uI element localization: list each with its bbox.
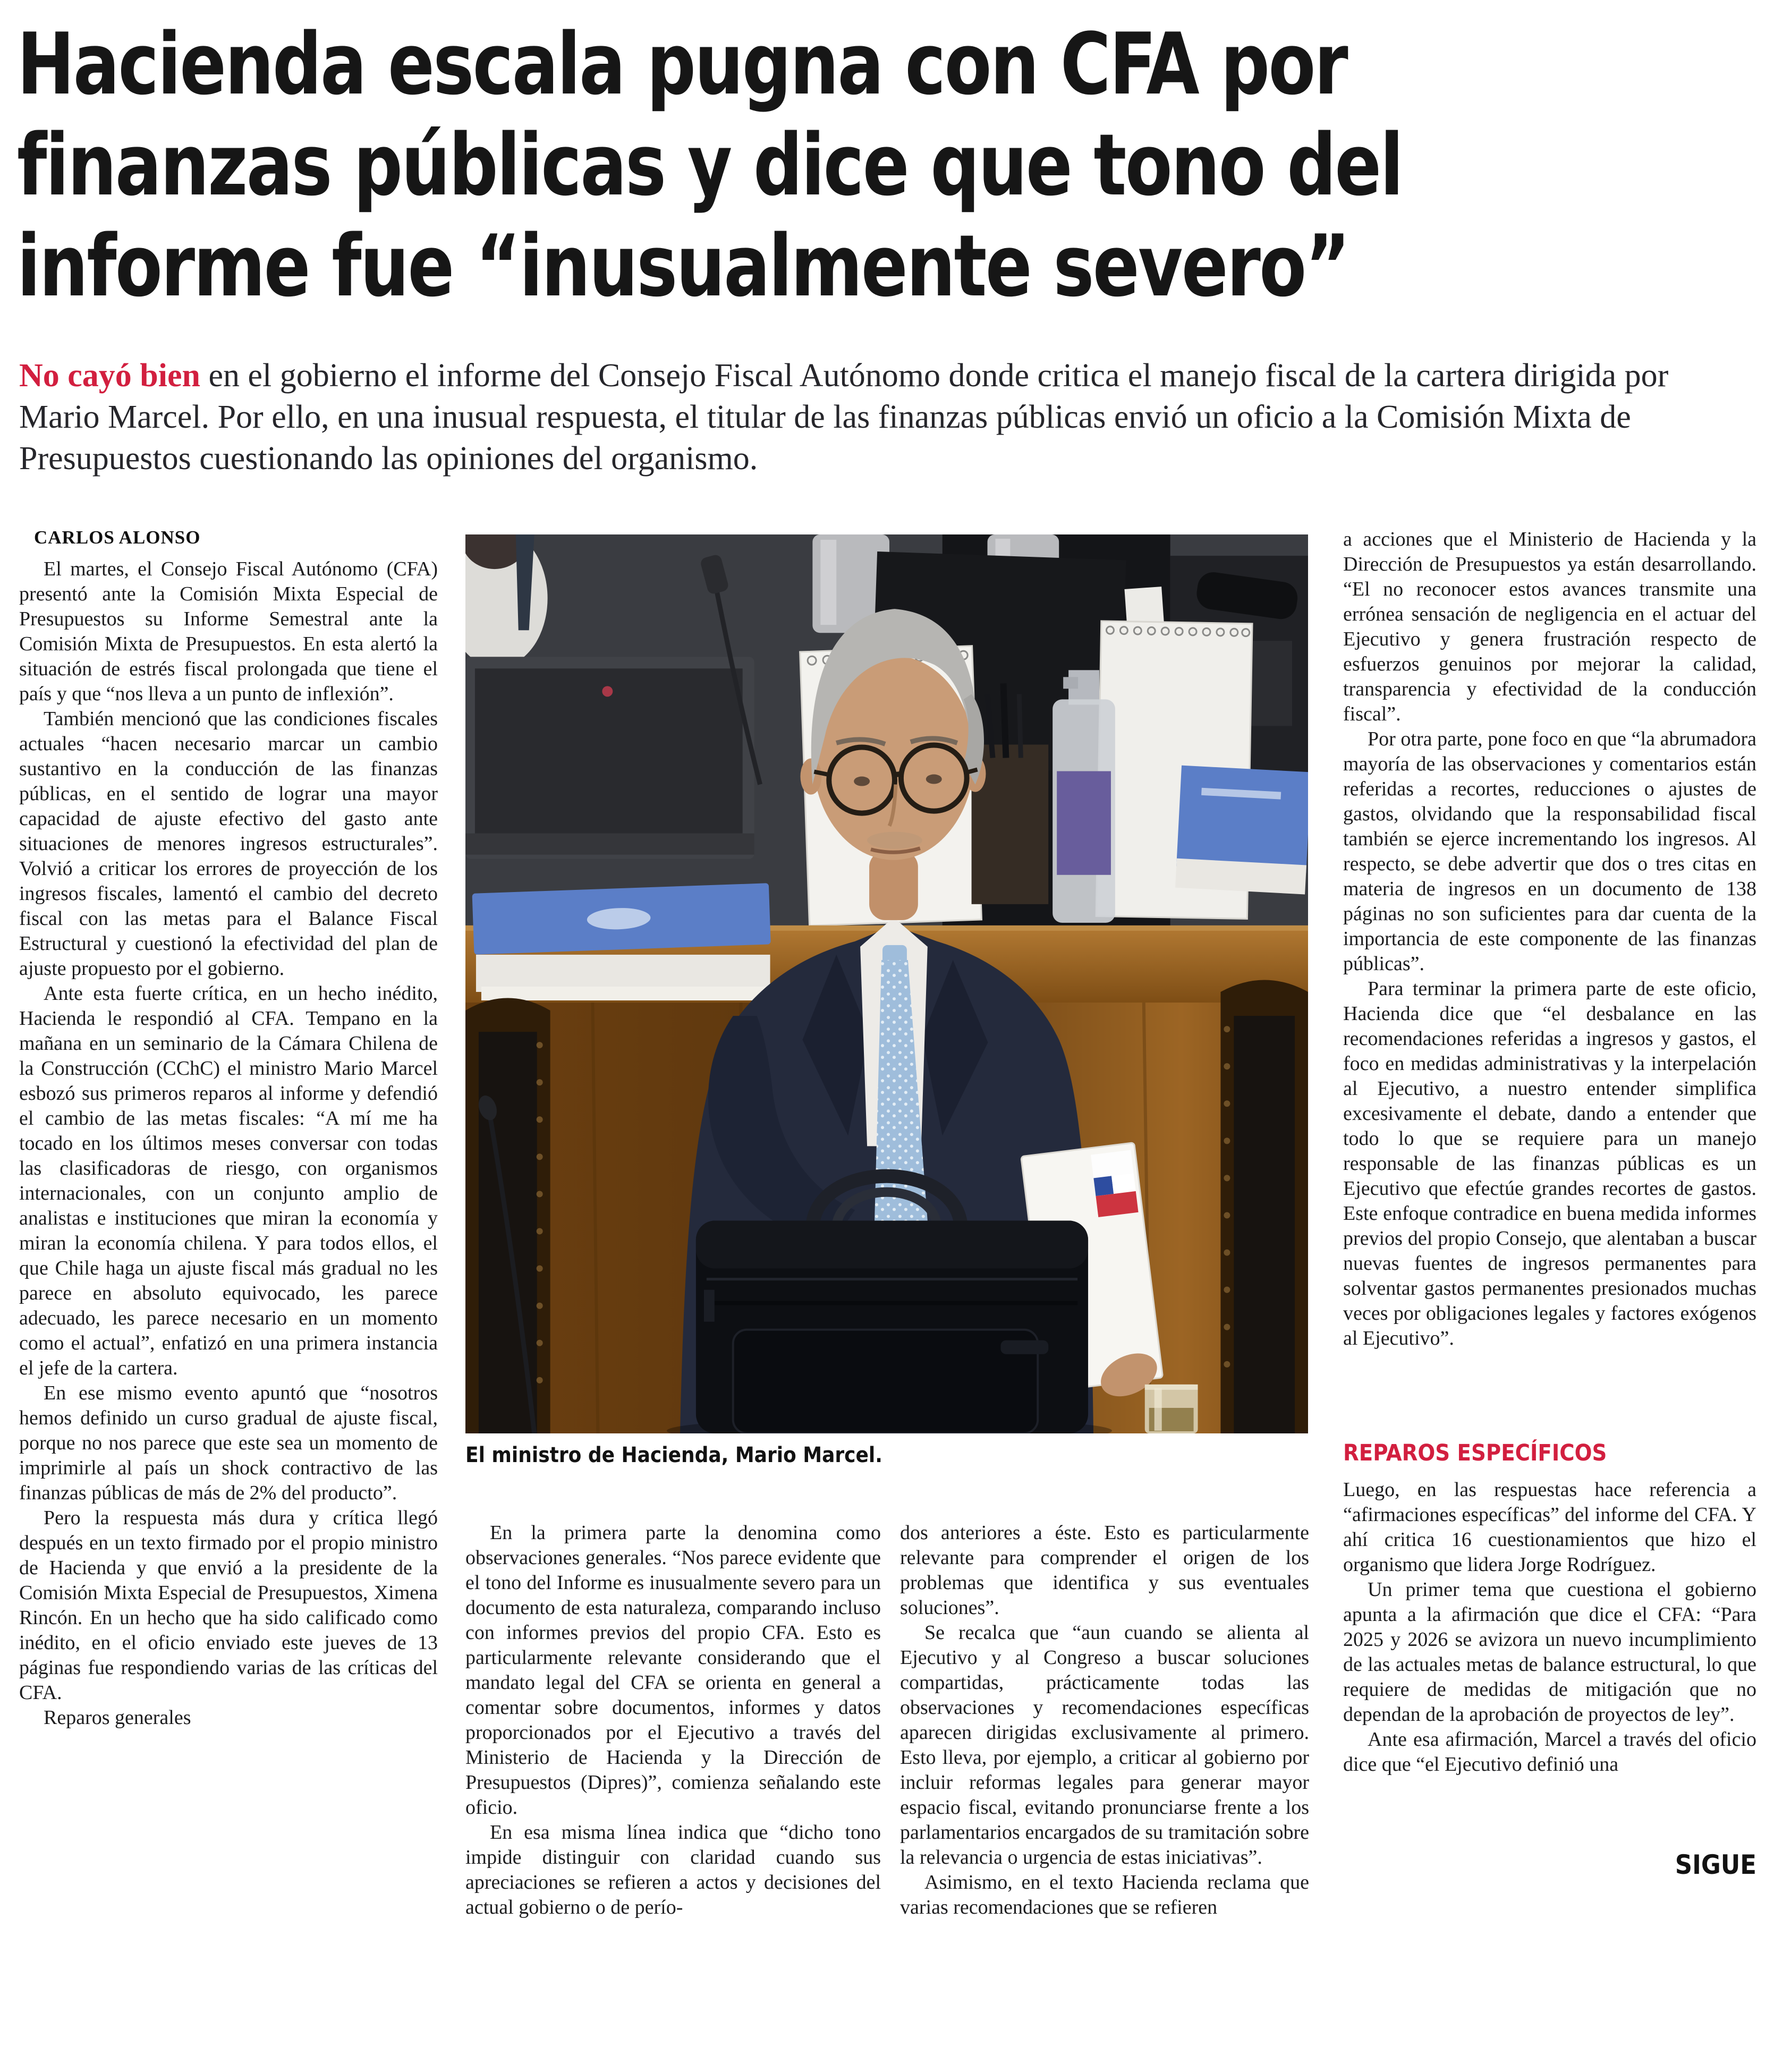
paragraph: dos anteriores a éste. Esto es particularmente relevante para comprender el origen de los problemas que identifica y sus eventuales soluciones”.: [900, 1522, 1309, 1619]
column-4-top: [1343, 527, 1756, 1351]
column-3: [900, 1521, 1309, 1920]
headline: [17, 14, 1770, 317]
paragraph: En ese mismo evento apuntó que “nosotros hemos definido un curso gradual de ajuste fiscal, porque no nos parece que este sea un momento de imprimirle al país un shock contractivo de las finanzas públicas de más de 2% del producto”.: [19, 1382, 438, 1504]
paragraph: En esa misma línea indica que “dicho tono impide distinguir con claridad cuando sus apreciaciones se refieren a actos y decisiones del actual gobierno o de perío-: [465, 1821, 881, 1918]
blue-documents-right: [1175, 766, 1308, 895]
headline-line: Hacienda escala pugna con CFA por: [17, 14, 1347, 114]
lede-lead-in: No cayó bien: [19, 358, 200, 394]
photo-illustration: [465, 534, 1308, 1433]
section-header-reparos-especificos: REPAROS ESPECÍFICOS: [1343, 1440, 1607, 1466]
paragraph: Para terminar la primera parte de este oficio, Hacienda dice que “el desbalance en las recomendaciones referidas a ingresos y gastos, el foco en medidas administrativas y la interpelación al Ejecutivo, a nuestro entender simplifica excesivamente el debate, dando a entender que todo lo que se requiere para un manejo responsable de las finanzas públicas es un Ejecutivo que efectúe grandes recortes de gastos. Este enfoque contradice en buena medida informes previos del propio Consejo, que alentaban a buscar nuevas fuentes de ingresos permanentes para solventar gastos permanentes presionados muchas veces por obligaciones legales y factores exógenos al Ejecutivo”.: [1343, 978, 1756, 1349]
paragraph: También mencionó que las condiciones fiscales actuales “hacen necesario marcar un cambio sustantivo en la conducción de las finanzas públicas, en el sentido de lograr una mayor capacidad de ajuste efectivo del gasto ante situaciones de menores ingresos estructurales”. Volvió a criticar los errores de proyección de los ingresos fiscales, lamentó el cambio del decreto fiscal con las metas para el Balance Fiscal Estructural y cuestionó la efectividad del plan de ajuste propuesto por el gobierno.: [19, 708, 438, 980]
paragraph: Pero la respuesta más dura y crítica llegó después en un texto firmado por el propio ministro de Hacienda y que envió a la presidente de la Comisión Mixta Especial de Presupuestos, Ximena Rincón. En un hecho que ha sido calificado como inédito, en el oficio enviado este jueves de 13 páginas fue respondiendo varias de las críticas del CFA.: [19, 1507, 438, 1704]
paragraph: El martes, el Consejo Fiscal Autónomo (CFA) presentó ante la Comisión Mixta Especial de Presupuestos su Informe Semestral ante la Comisión Mixta de Presupuestos. En esta alertó la situación de estrés fiscal prolongada que tiene el país y que “nos lleva a un punto de inflexión”.: [19, 558, 438, 705]
paragraph: Ante esa afirmación, Marcel a través del oficio dice que “el Ejecutivo definió una: [1343, 1728, 1756, 1776]
paragraph: En la primera parte la denomina como observaciones generales. “Nos parece evidente que el tono del Informe es inusualmente severo para un documento de esta naturaleza, comparando incluso con informes previos del propio CFA. Esto es particularmente relevante considerando que el mandato legal del CFA se orienta en general a comentar sobre documentos, informes y datos proporcionados por el Ejecutivo a través del Ministerio de Hacienda y la Dirección de Presupuestos (Dipres)”, comienza señalando este oficio.: [465, 1522, 881, 1819]
lede-text: en el gobierno el informe del Consejo Fiscal Autónomo donde critica el manejo fiscal de la cartera dirigida por Mario Marcel. Por ello, en una inusual respuesta, el titular de las finanzas públicas envió un oficio a la Comisión Mixta de Presupuestos cuestionando las opiniones del organismo.: [19, 358, 1669, 477]
blue-documents-left: [472, 883, 771, 1000]
column-2: [465, 1521, 881, 1920]
continuation-label: SIGUE: [1675, 1849, 1756, 1880]
paragraph: a acciones que el Ministerio de Hacienda y la Dirección de Presupuestos ya están desarrollando. “El no reconocer estos avances transmite una errónea sensación de negligencia en el actuar del Ejecutivo y genera frustración respecto de esfuerzos genuinos por mejorar la calidad, transparencia y efectividad de la conducción fiscal”.: [1343, 528, 1756, 725]
article-photo: [465, 534, 1308, 1433]
column-1: [19, 557, 438, 1730]
paragraph: Se recalca que “aun cuando se alienta al Ejecutivo y al Congreso a buscar soluciones compartidas, prácticamente todas las observaciones y recomendaciones específicas aparecen dirigidas exclusivamente al primero. Esto lleva, por ejemplo, a criticar al gobierno por incluir reformas legales para generar mayor espacio fiscal, evitando pronunciarse frente a los parlamentarios encargados de su tramitación sobre la relevancia o urgencia de estas iniciativas”.: [900, 1621, 1309, 1869]
paragraph: Por otra parte, pone foco en que “la abrumadora mayoría de las observaciones y comentarios están referidas a recortes, reducciones o ajustes de gastos, olvidando que la responsabilidad fiscal también se ejerce incrementando los ingresos. Al respecto, se debe advertir que dos o tres citas en materia de ingresos en un documento de 138 páginas no son suficientes para dar cuenta de la importancia de este componente de las finanzas públicas”.: [1343, 728, 1756, 975]
neck: [869, 851, 918, 920]
byline: CARLOS ALONSO: [34, 527, 201, 548]
paragraph: Reparos generales: [44, 1706, 191, 1729]
sanitizer-bottle: [1052, 670, 1115, 923]
photo-caption: El ministro de Hacienda, Mario Marcel.: [465, 1443, 882, 1467]
headline-line: finanzas públicas y dice que tono del: [17, 115, 1403, 215]
paragraph: Luego, en las respuestas hace referencia a “afirmaciones específicas” del informe del CFA. Y ahí critica 16 cuestionamientos que hizo el organismo que lidera Jorge Rodríguez.: [1343, 1479, 1756, 1576]
column-4-bottom: [1343, 1477, 1756, 1777]
chile-flag-icon: [1093, 1176, 1114, 1196]
paragraph: Un primer tema que cuestiona el gobierno apunta a la afirmación que dice el CFA: “Para 2025 y 2026 se avizora un nuevo incumplimiento de las actuales metas de balance estructural, lo que requiere de medidas de mitigación que no dependan de la aprobación de proyectos de ley”.: [1343, 1578, 1756, 1726]
water-glass: [1145, 1385, 1198, 1433]
paragraph: Ante esta fuerte crítica, en un hecho inédito, Hacienda le respondió al CFA. Tempano en la mañana en un seminario de la Cámara Chilena de la Construcción (CChC) el ministro Mario Marcel esbozó sus primeros reparos al informe y defendió el cambio de las metas fiscales: “A mí me ha tocado en los últimos meses conversar con todas las clasificadoras de riesgo, con organismos internacionales, con un conjunto amplio de analistas e instituciones que miran la economía y miran la economía chilena. Y para todos ellos, el que Chile haga un ajuste fiscal más gradual no les parece en absoluto equivocado, les parece adecuado, les parece necesario en un momento como el actual”, enfatizó en una primera instancia el jefe de la cartera.: [19, 982, 438, 1379]
column-4: [1343, 527, 1756, 1878]
headline-line: informe fue “inusualmente severo”: [17, 216, 1349, 316]
lede: [19, 355, 1752, 479]
paragraph: Asimismo, en el texto Hacienda reclama que varias recomendaciones que se refieren: [900, 1871, 1309, 1918]
